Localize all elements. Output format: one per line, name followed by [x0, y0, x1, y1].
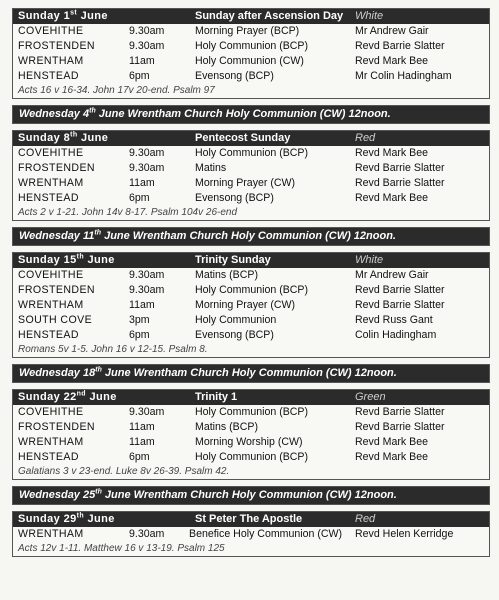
time: 9.30am [129, 406, 165, 418]
minister: Revd Mark Bee [355, 451, 429, 463]
service: Holy Communion (BCP) [195, 406, 309, 418]
liturgical-colour: Red [355, 132, 376, 144]
minister: Mr Colin Hadingham [355, 70, 452, 82]
church: FROSTENDEN [18, 421, 95, 433]
service: Morning Prayer (CW) [195, 299, 296, 311]
service: Benefice Holy Communion (CW) [189, 528, 343, 540]
church: FROSTENDEN [18, 284, 95, 296]
time: 11am [129, 436, 155, 448]
occasion: Sunday after Ascension Day [195, 10, 344, 22]
time: 6pm [129, 451, 150, 463]
time: 6pm [129, 70, 150, 82]
church: HENSTEAD [18, 451, 79, 463]
service-row [13, 54, 489, 69]
time: 9.30am [129, 528, 165, 540]
minister: Revd Barrie Slatter [355, 284, 445, 296]
sunday-date: Sunday 29th June [18, 512, 115, 525]
service-row [13, 450, 489, 465]
minister: Revd Helen Kerridge [355, 528, 454, 540]
time: 6pm [129, 329, 150, 341]
church: SOUTH COVE [18, 314, 93, 326]
service-row [13, 161, 489, 176]
service: Matins [195, 162, 227, 174]
minister: Revd Barrie Slatter [355, 421, 445, 433]
church: WRENTHAM [18, 528, 84, 540]
service-row [13, 176, 489, 191]
readings: Acts 16 v 16-34. John 17v 20-end. Psalm 97 [18, 85, 215, 96]
service-row [13, 405, 489, 420]
sunday-date: Sunday 8th June [18, 131, 109, 144]
minister: Revd Barrie Slatter [355, 40, 445, 52]
service: Matins (BCP) [195, 269, 258, 281]
minister: Revd Russ Gant [355, 314, 433, 326]
time: 3pm [129, 314, 150, 326]
minister: Revd Mark Bee [355, 192, 429, 204]
church: FROSTENDEN [18, 162, 95, 174]
sunday-header [13, 512, 489, 527]
service-row [13, 146, 489, 161]
minister: Revd Barrie Slatter [355, 299, 445, 311]
time: 11am [129, 55, 155, 67]
church: COVEHITHE [18, 269, 84, 281]
church: COVEHITHE [18, 25, 84, 37]
occasion: Pentecost Sunday [195, 132, 291, 144]
minister: Revd Barrie Slatter [355, 162, 445, 174]
service-row [13, 328, 489, 343]
sunday-date: Sunday 1st June [18, 9, 108, 22]
church: WRENTHAM [18, 436, 84, 448]
service-row [13, 69, 489, 84]
service: Evensong (BCP) [195, 70, 274, 82]
church: HENSTEAD [18, 192, 79, 204]
time: 9.30am [129, 162, 165, 174]
minister: Revd Mark Bee [355, 147, 429, 159]
minister: Mr Andrew Gair [355, 269, 429, 281]
service: Holy Communion (BCP) [195, 451, 309, 463]
wednesday-banner: Wednesday 4th June Wrentham Church Holy Communion (CW) 12noon. [12, 105, 490, 124]
minister: Colin Hadingham [355, 329, 437, 341]
service-row [13, 313, 489, 328]
sunday-block [12, 252, 490, 358]
service: Holy Communion (CW) [195, 55, 304, 67]
wednesday-banner: Wednesday 18th June Wrentham Church Holy Communion (CW) 12noon. [12, 364, 490, 383]
readings: Acts 12v 1-11. Matthew 16 v 13-19. Psalm 125 [18, 543, 225, 554]
time: 11am [129, 177, 155, 189]
church: WRENTHAM [18, 55, 84, 67]
readings: Galatians 3 v 23-end. Luke 8v 26-39. Psalm 42. [18, 466, 230, 477]
sunday-header [13, 253, 489, 268]
service: Holy Communion (BCP) [195, 147, 309, 159]
sunday-block [12, 511, 490, 557]
service: Morning Worship (CW) [195, 436, 303, 448]
occasion: Trinity 1 [195, 391, 238, 403]
service-row [13, 283, 489, 298]
church: HENSTEAD [18, 329, 79, 341]
sunday-block [12, 8, 490, 99]
sunday-date: Sunday 22nd June [18, 390, 117, 403]
sunday-header [13, 131, 489, 146]
service-row [13, 24, 489, 39]
liturgical-colour: Red [355, 513, 376, 525]
sunday-header [13, 390, 489, 405]
sunday-block [12, 130, 490, 221]
time: 6pm [129, 192, 150, 204]
church: COVEHITHE [18, 406, 84, 418]
service-row [13, 268, 489, 283]
time: 9.30am [129, 25, 165, 37]
service: Holy Communion [195, 314, 277, 326]
service-row [13, 39, 489, 54]
service-schedule [12, 8, 490, 563]
minister: Revd Barrie Slatter [355, 406, 445, 418]
liturgical-colour: Green [355, 391, 386, 403]
minister: Revd Mark Bee [355, 436, 429, 448]
occasion: Trinity Sunday [195, 254, 271, 266]
time: 11am [129, 421, 155, 433]
minister: Mr Andrew Gair [355, 25, 429, 37]
time: 9.30am [129, 147, 165, 159]
service: Morning Prayer (CW) [195, 177, 296, 189]
church: WRENTHAM [18, 299, 84, 311]
time: 9.30am [129, 284, 165, 296]
service: Matins (BCP) [195, 421, 258, 433]
sunday-header [13, 9, 489, 24]
readings: Acts 2 v 1-21. John 14v 8-17. Psalm 104v 26-end [18, 207, 238, 218]
occasion: St Peter The Apostle [195, 513, 303, 525]
service: Evensong (BCP) [195, 192, 274, 204]
service: Morning Prayer (BCP) [195, 25, 300, 37]
wednesday-banner: Wednesday 25th June Wrentham Church Holy Communion (CW) 12noon. [12, 486, 490, 505]
church: WRENTHAM [18, 177, 84, 189]
wednesday-banner: Wednesday 11th June Wrentham Church Holy Communion (CW) 12noon. [12, 227, 490, 246]
service: Evensong (BCP) [195, 329, 274, 341]
church: FROSTENDEN [18, 40, 95, 52]
time: 9.30am [129, 40, 165, 52]
service-row [13, 435, 489, 450]
service-row [13, 298, 489, 313]
service: Holy Communion (BCP) [195, 284, 309, 296]
service-row [13, 191, 489, 206]
church: HENSTEAD [18, 70, 79, 82]
sunday-block [12, 389, 490, 480]
liturgical-colour: White [355, 10, 384, 22]
readings: Romans 5v 1-5. John 16 v 12-15. Psalm 8. [18, 344, 208, 355]
church: COVEHITHE [18, 147, 84, 159]
liturgical-colour: White [355, 254, 384, 266]
service-row [13, 527, 489, 542]
minister: Revd Barrie Slatter [355, 177, 445, 189]
sunday-date: Sunday 15th June [18, 253, 115, 266]
time: 9.30am [129, 269, 165, 281]
time: 11am [129, 299, 155, 311]
service: Holy Communion (BCP) [195, 40, 309, 52]
minister: Revd Mark Bee [355, 55, 429, 67]
service-row [13, 420, 489, 435]
